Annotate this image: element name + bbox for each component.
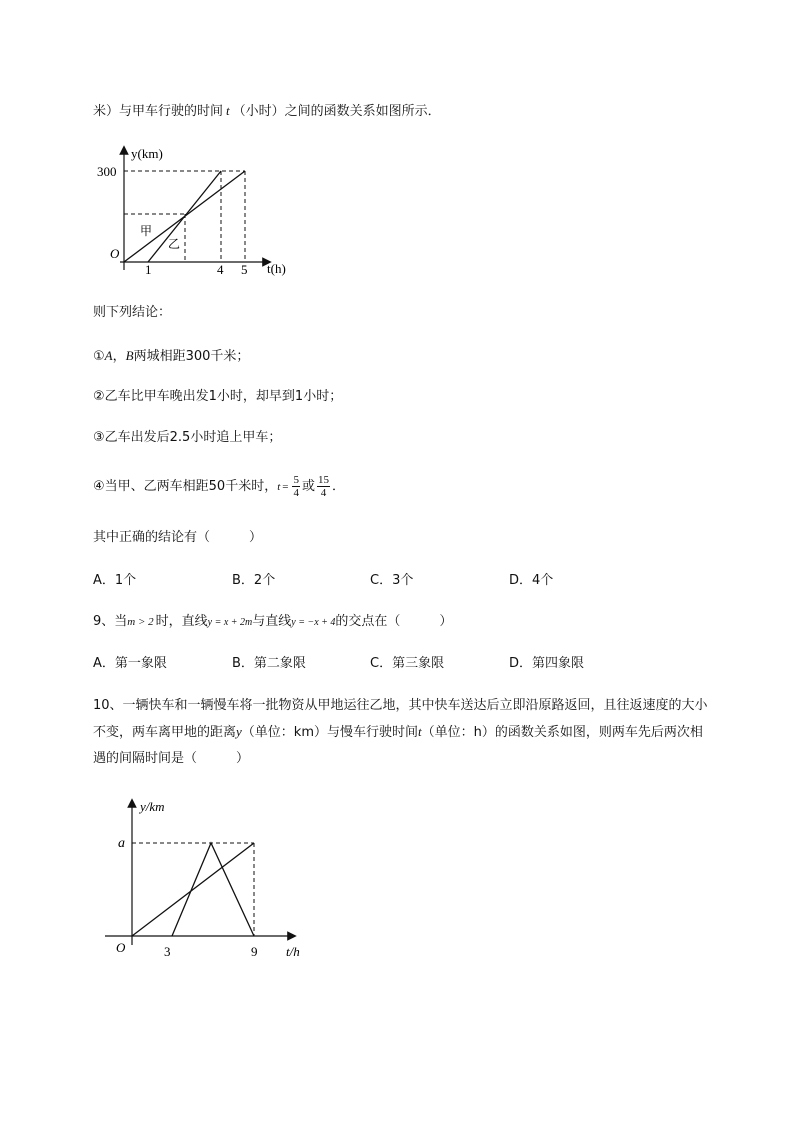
chart2-x-label: t/h — [286, 944, 300, 959]
intro-prefix: 米）与甲车行驶的时间 — [93, 104, 224, 119]
q8-c1-a: A — [104, 348, 113, 363]
q9-option-b[interactable]: B．第二象限 — [232, 656, 306, 671]
q9-mid1: 时，直线 — [155, 614, 208, 629]
q10-var-t: t — [418, 724, 422, 739]
chart2-x-tick-9: 9 — [251, 944, 258, 959]
chart1-origin: O — [110, 246, 120, 261]
q8-conclusion-4 — [93, 472, 345, 502]
chart1-x-tick-1: 1 — [145, 262, 152, 277]
q9-stem — [93, 612, 452, 633]
chart-2 — [100, 795, 320, 970]
q9-num: 9、当 — [93, 614, 128, 629]
q8-conclusion-2: ②乙车比甲车晚出发1小时，却早到1小时； — [93, 389, 343, 404]
q10-text3: （单位：h）的函数关系如图，则两车先后两次相遇的间隔时间是（ ） — [93, 725, 703, 766]
chart2-series-fast — [172, 843, 254, 936]
chart1-y-tick-300: 300 — [97, 164, 117, 179]
q10-var-y: y — [236, 724, 242, 739]
q8-c4-fraction-2 — [317, 474, 330, 499]
q8-conclusion-1 — [93, 346, 249, 367]
intro-suffix: （小时）之间的函数关系如图所示． — [232, 104, 441, 119]
chart1-x-tick-4: 4 — [217, 262, 224, 277]
q8-lead: 则下列结论： — [93, 305, 172, 320]
chart1-label-yi: 乙 — [168, 237, 181, 251]
chart2-x-tick-3: 3 — [164, 944, 171, 959]
q8-c1-b: B — [125, 348, 134, 363]
q8-c4-f2-num: 15 — [318, 474, 329, 486]
q9-cond: m > 2 — [127, 616, 154, 628]
chart1-series-yi — [148, 171, 221, 262]
q9-line1: y = x + 2m — [207, 617, 253, 628]
q9-end: 的交点在（ ） — [335, 614, 453, 629]
q8-option-d[interactable]: D．4个 — [509, 573, 554, 588]
q8-c4-end: ． — [332, 479, 346, 494]
q8-c4-f1-den: 4 — [293, 487, 299, 499]
q8-c1-post: 两城相距300千米； — [133, 349, 250, 364]
q10-text1: 10、一辆快车和一辆慢车将一批物资从甲地运往乙地，其中快车送达后立即沿原路返回，且往返速度的大小不变，两车离甲地的距离 — [93, 698, 708, 740]
q8-option-c[interactable]: C．3个 — [370, 573, 414, 588]
q8-c4-f1-num: 5 — [293, 474, 299, 486]
q8-conclusion-3: ③乙车出发后2.5小时追上甲车； — [93, 430, 282, 445]
q8-c4-pre: ④当甲、乙两车相距50千米时， — [93, 479, 278, 494]
q10-stem — [93, 693, 713, 772]
q9-option-a[interactable]: A．第一象限 — [93, 656, 167, 671]
q8-c4-t: t — [277, 481, 281, 493]
q8-c4-f2-den: 4 — [320, 487, 327, 499]
chart1-x-label: t(h) — [267, 261, 286, 276]
q9-option-c[interactable]: C．第三象限 — [370, 656, 445, 671]
chart-1 — [95, 140, 305, 280]
q8-c4-eq: = — [282, 481, 289, 493]
chart1-label-jia: 甲 — [140, 224, 153, 238]
q8-c4-fraction-1 — [292, 474, 300, 499]
q8-c1-sep: ， — [112, 349, 126, 364]
chart2-series-slow — [132, 843, 254, 936]
chart2-y-label: y/km — [140, 799, 165, 814]
q10-text2: （单位：km）与慢车行驶时间 — [241, 725, 418, 740]
intro-line — [93, 101, 441, 122]
q8-c4-or: 或 — [301, 479, 315, 494]
q9-option-d[interactable]: D．第四象限 — [509, 656, 585, 671]
q8-ask: 其中正确的结论有（ ） — [93, 530, 263, 545]
intro-var-t: t — [226, 103, 230, 118]
q8-option-b[interactable]: B．2个 — [232, 573, 276, 588]
chart2-y-tick-a: a — [118, 836, 125, 851]
chart2-origin: O — [116, 940, 126, 955]
chart1-y-label: y(km) — [131, 146, 163, 161]
q9-line2: y = −x + 4 — [291, 617, 336, 628]
q8-option-a[interactable]: A．1个 — [93, 573, 137, 588]
q9-mid2: 与直线 — [252, 614, 292, 629]
chart1-x-tick-5: 5 — [241, 262, 248, 277]
q8-c1-pre: ① — [93, 349, 105, 364]
